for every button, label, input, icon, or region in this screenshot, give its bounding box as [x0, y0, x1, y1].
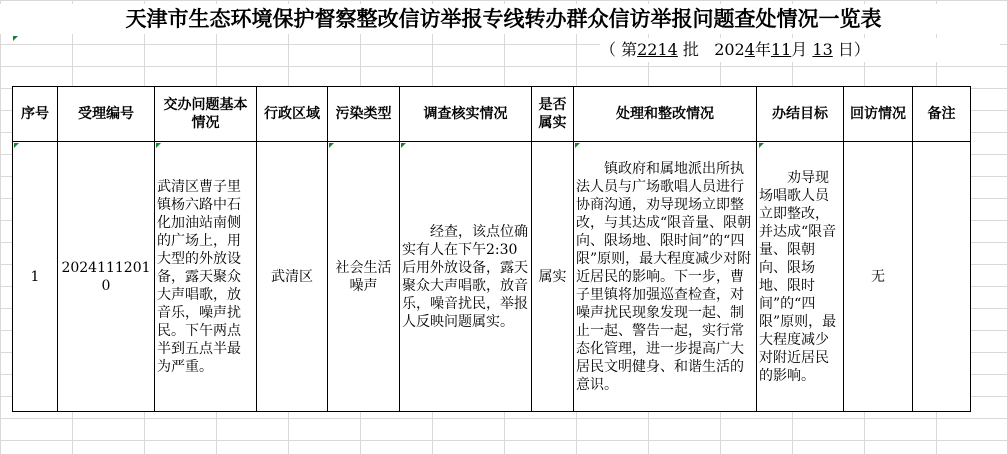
- header-target[interactable]: 办结目标: [757, 87, 844, 142]
- comment-indicator: [575, 143, 580, 148]
- header-revisit[interactable]: 回访情况: [844, 87, 913, 142]
- cell-investigation[interactable]: 经查，该点位确实有人在下午2:30后用外放设备，露天聚众大声唱歌，放音乐，噪音扰民，举报人反映问题属实。: [400, 142, 532, 412]
- table-row: [13, 142, 971, 412]
- page-title: 天津市生态环境保护督察整改信访举报专线转办群众信访举报问题查处情况一览表: [0, 4, 1007, 34]
- cell-remarks[interactable]: [913, 142, 971, 412]
- header-issue[interactable]: 交办问题基本情况: [155, 87, 257, 142]
- header-remarks[interactable]: 备注: [913, 87, 971, 142]
- batch-line: [600, 38, 1000, 62]
- cell-revisit[interactable]: 无: [844, 142, 913, 412]
- cell-handling[interactable]: 镇政府和属地派出所执法人员与广场歌唱人员进行协商沟通，劝导现场立即整改，与其达成“限音量、限朝向、限场地、限时间”的“四限”原则，最大程度减少对附近居民的影响。下一步，曹子里镇将加强巡查检查，对噪声扰民现象发现一起、制止一起、警告一起，实行常态化管理，进一步提高广大居民文明健身、和谐生活的意识。: [574, 142, 757, 412]
- comment-indicator: [401, 143, 406, 148]
- cell-pollution[interactable]: 社会生活噪声: [328, 142, 400, 412]
- header-pollution[interactable]: 污染类型: [328, 87, 400, 142]
- month-label: 月: [791, 40, 808, 59]
- cell-verified[interactable]: 属实: [532, 142, 574, 412]
- batch-number: 2214: [637, 40, 678, 59]
- header-district[interactable]: 行政区域: [257, 87, 328, 142]
- comment-indicator: [14, 143, 19, 148]
- cell-target[interactable]: 劝导现场唱歌人员立即整改，并达成“限音量、限朝向、限场地、限时间”的“四限”原则，最大程度减少对附近居民的影响。: [757, 142, 844, 412]
- batch-label: 批: [682, 40, 699, 59]
- comment-indicator: [13, 36, 18, 41]
- header-id[interactable]: 受理编号: [58, 87, 155, 142]
- report-table: [12, 86, 971, 412]
- cell-id[interactable]: 20241112010: [58, 142, 155, 412]
- day-value: 13: [812, 40, 833, 59]
- cell-district[interactable]: 武清区: [257, 142, 328, 412]
- header-investigation[interactable]: 调查核实情况: [400, 87, 532, 142]
- month-value: 11: [770, 40, 792, 59]
- year-prefix: 202: [714, 40, 745, 59]
- header-seq[interactable]: 序号: [13, 87, 58, 142]
- header-verified[interactable]: 是否属实: [532, 87, 574, 142]
- comment-indicator: [329, 143, 334, 148]
- year-label: 年: [754, 40, 771, 59]
- comment-indicator: [156, 143, 161, 148]
- day-label: 日）: [837, 40, 870, 59]
- cell-issue[interactable]: 武清区曹子里镇杨六路中石化加油站南侧的广场上，用大型的外放设备，露天聚众大声唱歌，放音乐，噪声扰民。下午两点半到五点半最为严重。: [155, 142, 257, 412]
- year-digit: 4: [744, 40, 755, 59]
- cell-seq[interactable]: 1: [13, 142, 58, 412]
- batch-open: （ 第: [600, 40, 638, 59]
- header-handling[interactable]: 处理和整改情况: [574, 87, 757, 142]
- comment-indicator: [759, 143, 764, 148]
- header-row: [13, 87, 971, 142]
